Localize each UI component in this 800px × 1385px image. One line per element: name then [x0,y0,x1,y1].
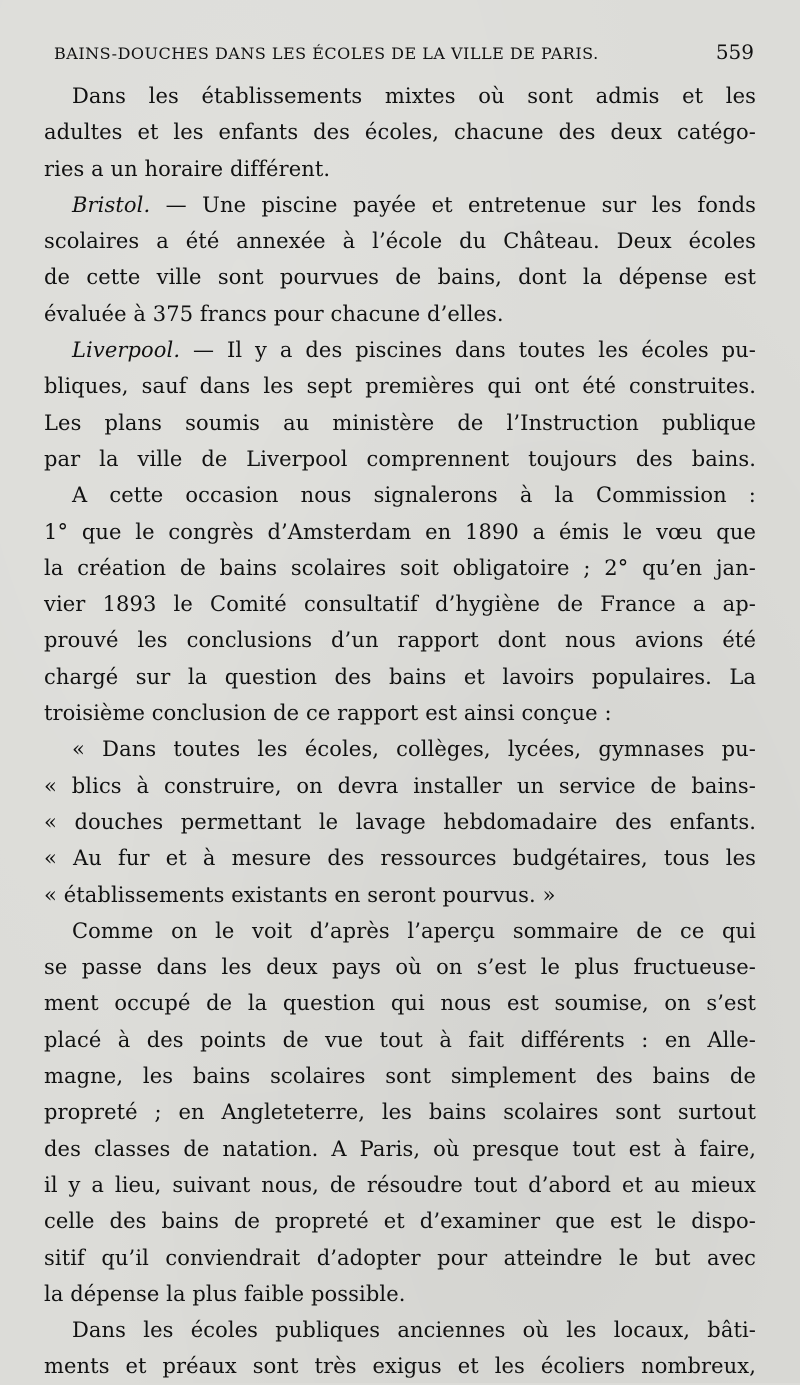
body-text [44,78,756,1385]
text-line [44,441,756,477]
line-text: sitif qu’il conviendrait d’adopter pour atteindre le but avec [44,1245,756,1270]
text-line [44,368,756,404]
line-text: placé à des points de vue tout à fait différents : en Alle- [44,1027,756,1052]
line-text: « établissements existants en seront pourvus. » [44,882,556,907]
line-text: adultes et les enfants des écoles, chacune des deux catégo- [44,120,756,145]
running-head [44,40,756,74]
line-text: — Une piscine payée et entretenue sur les fonds [150,192,756,217]
text-line [44,223,756,259]
text-line [44,259,756,295]
page-number: 559 [715,40,754,64]
line-text: troisième conclusion de ce rapport est ainsi conçue : [44,701,612,726]
line-text: la dépense la plus faible possible. [44,1281,406,1306]
text-line [44,622,756,658]
text-line [44,296,756,332]
text-line [44,985,756,1021]
line-text: Dans les établissements mixtes où sont admis et les [72,84,756,108]
line-text: 1° que le congrès d’Amsterdam en 1890 a émis le vœu que [44,519,756,544]
line-text: Les plans soumis au ministère de l’Instruction publique [44,410,756,435]
line-text: « Dans toutes les écoles, collèges, lycées, gymnases pu- [72,737,756,762]
line-text: évaluée à 375 francs pour chacune d’elles. [44,301,504,326]
running-title: BAINS-DOUCHES DANS LES ÉCOLES DE LA VILLE DE PARIS. [54,44,599,63]
line-text: de cette ville sont pourvues de bains, dont la dépense est [44,265,756,290]
text-line [44,151,756,187]
line-text: bliques, sauf dans les sept premières qui ont été construites. [44,374,756,399]
line-text: par la ville de Liverpool comprennent toujours des bains. [44,446,756,471]
text-line [44,949,756,985]
line-text: ment occupé de la question qui nous est soumise, on s’est [44,991,756,1016]
text-line [44,913,756,949]
line-text: — Il y a des piscines dans toutes les écoles pu- [180,338,756,363]
line-text: chargé sur la question des bains et lavoirs populaires. La [44,664,756,689]
line-text: la création de bains scolaires soit obligatoire ; 2° qu’en jan- [44,555,756,580]
text-line [44,405,756,441]
text-line [44,1203,756,1239]
line-text: Comme on le voit d’après l’aperçu sommaire de ce qui [72,918,756,943]
line-text: « Au fur et à mesure des ressources budgétaires, tous les [44,846,756,871]
text-line [44,187,756,223]
text-line [44,1276,756,1312]
text-line [44,586,756,622]
line-text: il y a lieu, suivant nous, de résoudre tout d’abord et au mieux [44,1172,756,1197]
text-line [44,768,756,804]
text-line [44,1167,756,1203]
line-text: Dans les écoles publiques anciennes où les locaux, bâti- [72,1318,756,1343]
text-line [44,1131,756,1167]
text-line [44,804,756,840]
text-line [44,78,756,114]
text-line [44,514,756,550]
text-line [44,1312,756,1348]
text-line [44,477,756,513]
text-line [44,1022,756,1058]
line-text: ries a un horaire différent. [44,156,331,181]
line-text: des classes de natation. A Paris, où presque tout est à faire, [44,1136,756,1161]
line-text: scolaires a été annexée à l’école du Château. Deux écoles [44,229,756,254]
line-text: se passe dans les deux pays où on s’est le plus fructueuse- [44,955,756,980]
text-line [44,659,756,695]
place-name: Bristol. [72,192,151,217]
line-text: celle des bains de propreté et d’examiner que est le dispo- [44,1209,756,1234]
line-text: A cette occasion nous signalerons à la Commission : [72,483,756,508]
line-text: ments et préaux sont très exigus et les écoliers nombreux, [44,1354,756,1379]
text-line [44,695,756,731]
line-text: vier 1893 le Comité consultatif d’hygiène de France a ap- [44,592,756,617]
text-line [44,114,756,150]
text-line [44,332,756,368]
line-text: propreté ; en Angleteterre, les bains scolaires sont surtout [44,1100,756,1125]
place-name: Liverpool. [72,338,181,363]
text-line [44,877,756,913]
line-text: magne, les bains scolaires sont simplement des bains de [44,1064,756,1089]
line-text: « blics à construire, on devra installer un service de bains- [44,773,756,798]
text-line [44,1240,756,1276]
line-text: « douches permettant le lavage hebdomadaire des enfants. [44,809,756,834]
text-line [44,731,756,767]
text-line [44,550,756,586]
text-line [44,1058,756,1094]
line-text: prouvé les conclusions d’un rapport dont nous avions été [44,628,756,653]
text-line [44,840,756,876]
text-line [44,1094,756,1130]
text-line [44,1348,756,1384]
